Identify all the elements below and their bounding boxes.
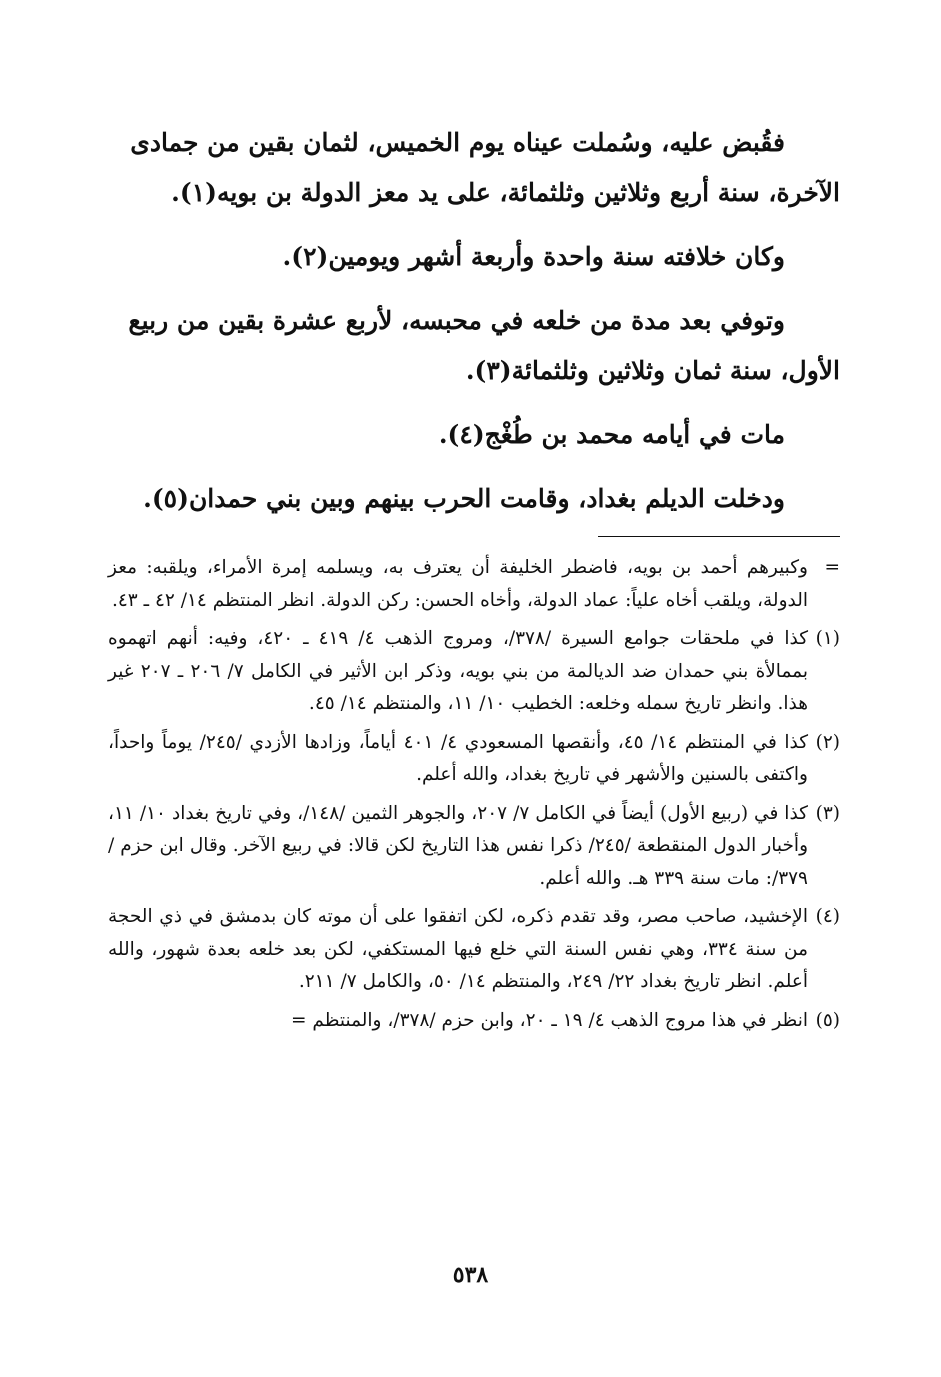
- footnote-marker: (٥): [815, 1009, 840, 1031]
- footnote-separator: [598, 536, 840, 537]
- footnote-marker: (٢): [815, 731, 840, 753]
- page-number: ٥٣٨: [452, 1262, 489, 1288]
- footnote-text: كذا في ملحقات جوامع السيرة /٣٧٨/، ومروج الذهب ٤/ ٤١٩ ـ ٤٢٠، وفيه: أنهم اتهموه بممالأة بني حمدان ضد الديالمة من بني بويه، وذكر ابن الأثير في الكامل ٧/ ٢٠٦ ـ ٢٠٧ غير هذا. وانظر تاريخ سمله وخلعه: الخطيب ١٠/ ١١، والمنتظم ١٤/ ٤٥.: [108, 628, 809, 714]
- footnote-marker: (١): [815, 628, 840, 649]
- footnote-5: [108, 1005, 840, 1038]
- main-paragraph-3: وتوفي بعد مدة من خلعه في محبسه، لأربع عشرة بقين من ربيع الأول، سنة ثمان وثلاثين وثلثمائة(٣).: [128, 306, 840, 385]
- footnote-marker: (٤): [815, 906, 840, 927]
- footnote-text: كذا في المنتظم ١٤/ ٤٥، وأنقصها المسعودي ٤/ ٤٠١ أياماً، وزادها الأزدي /٢٤٥/ يوماً واحداً، واكتفى بالسنين والأشهر في تاريخ بغداد، والله أعلم.: [108, 731, 808, 785]
- footnote-text: الإخشيد، صاحب مصر، وقد تقدم ذكره، لكن اتفقوا على أن موته كان بدمشق في ذي الحجة من سنة ٣٣٤، وهي نفس السنة التي خلع فيها المستكفي، لكن بعد خلعه بعدة شهور، والله أعلم. انظر تاريخ بغداد ٢٢/ ٢٤٩، والمنتظم ١٤/ ٥٠، والكامل ٧/ ٢١١.: [108, 906, 809, 992]
- main-paragraph-4: مات في أيامه محمد بن طُغْج(٤).: [438, 420, 785, 449]
- main-paragraph-2: وكان خلافته سنة واحدة وأربعة أشهر ويومين(٢).: [282, 242, 785, 271]
- footnote-text: انظر في هذا مروج الذهب ٤/ ١٩ ـ ٢٠، وابن حزم /٣٧٨/، والمنتظم =: [291, 1009, 808, 1031]
- footnote-text: وكبيرهم أحمد بن بويه، فاضطر الخليفة أن يعترف به، ويسلمه إمرة الأمراء، ويلقبه: معز الدولة، ويلقب أخاه علياً: عماد الدولة، وأخاه الحسن: ركن الدولة. انظر المنتظم ١٤/ ٤٢ ـ ٤٣.: [108, 557, 808, 611]
- footnote-continuation: [108, 552, 840, 617]
- main-text: [100, 118, 840, 538]
- footnote-marker: (٣): [815, 802, 840, 824]
- footnote-marker: =: [824, 557, 840, 578]
- footnote-4: [108, 901, 840, 999]
- footnote-1: [108, 623, 840, 721]
- main-paragraph-5: ودخلت الديلم بغداد، وقامت الحرب بينهم وبين بني حمدان(٥).: [143, 484, 785, 513]
- main-paragraph-1: فقُبض عليه، وسُملت عيناه يوم الخميس، لثمان بقين من جمادى الآخرة، سنة أربع وثلاثين وثلثمائة، على يد معز الدولة بن بويه(١).: [130, 128, 840, 207]
- footnote-text: كذا في (ربيع الأول) أيضاً في الكامل ٧/ ٢٠٧، والجوهر الثمين /١٤٨/، وفي تاريخ بغداد ١٠/ ١١، وأخبار الدول المنقطعة /٢٤٥/ ذكرا نفس هذا التاريخ لكن قالا: في ربيع الآخر. وقال ابن حزم /٣٧٩/: مات سنة ٣٣٩ هـ. والله أعلم.: [108, 802, 808, 889]
- footnote-3: [108, 798, 840, 896]
- footnotes: [108, 552, 840, 1043]
- footnote-2: [108, 727, 840, 792]
